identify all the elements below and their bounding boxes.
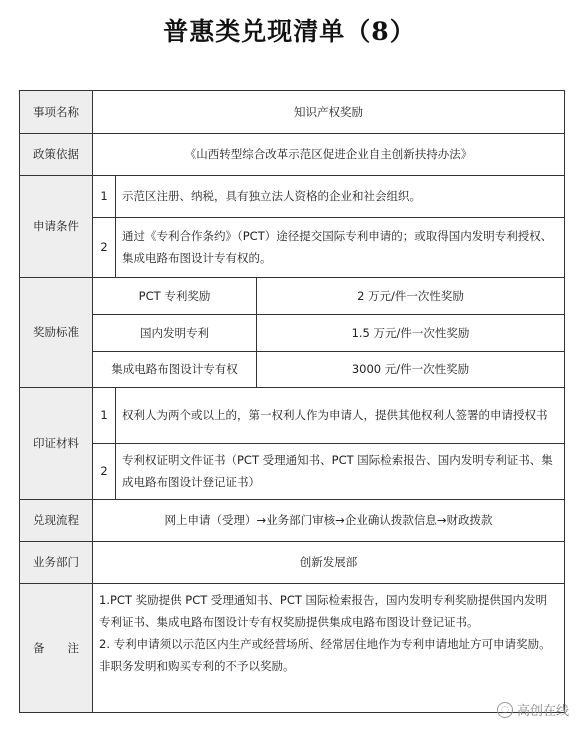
material-2-number: 2 (100, 464, 108, 478)
department-value: 创新发展部 (299, 555, 358, 569)
standard-1-name: PCT 专利奖励 (138, 288, 211, 303)
grid-line (93, 314, 564, 315)
condition-2-number: 2 (100, 240, 108, 254)
remark-line-2: 2. 专利申请须以示范区内生产或经营场所、经常居住地作为专利申请地址方可申请奖励。非职务发明和购买专利的不予以奖励。 (99, 637, 551, 673)
remarks-value (93, 583, 564, 712)
standard-3-name: 集成电路布图设计专有权 (111, 362, 238, 376)
process-value: 网上申请（受理）→业务部门审核→企业确认拨款信息→财政拨款 (164, 513, 493, 527)
grid-line (93, 351, 564, 352)
remarks-label: 备 注 (20, 583, 92, 712)
grid-line (20, 133, 564, 134)
standard-1-value: 2 万元/件一次性奖励 (357, 288, 464, 303)
grid-line (115, 175, 116, 277)
materials-label: 印证材料 (20, 387, 92, 499)
policy-label: 政策依据 (20, 133, 92, 175)
grid-line (20, 541, 564, 542)
policy-table (19, 90, 565, 713)
grid-line (20, 277, 564, 278)
watermark (497, 700, 569, 719)
standard-3-value: 3000 元/件一次性奖励 (351, 362, 470, 376)
department-label: 业务部门 (20, 541, 92, 583)
conditions-label: 申请条件 (20, 175, 92, 277)
condition-1-text: 示范区注册、纳税，具有独立法人资格的企业和社会组织。 (122, 189, 421, 203)
grid-line (93, 217, 564, 218)
item-label: 事项名称 (20, 91, 92, 133)
policy-value: 《山西转型综合改革示范区促进企业自主创新扶持办法》 (184, 147, 473, 161)
grid-line (256, 277, 257, 387)
grid-line (93, 443, 564, 444)
standard-2-name: 国内发明专利 (140, 325, 209, 340)
standard-label: 奖励标准 (20, 277, 92, 387)
grid-line (20, 499, 564, 500)
item-value: 知识产权奖励 (294, 105, 363, 119)
condition-1-number: 1 (100, 189, 108, 203)
material-2-text: 专利权证明文件证书（PCT 受理通知书、PCT 国际检索报告、国内发明专利证书、集成电路布图设计登记证书） (122, 453, 553, 489)
page-title: 普惠类兑现清单（8） (163, 17, 416, 46)
grid-line (20, 175, 564, 176)
grid-line (20, 387, 564, 388)
standard-2-value: 1.5 万元/件一次性奖励 (351, 325, 470, 340)
process-label: 兑现流程 (20, 499, 92, 541)
grid-line (20, 583, 564, 584)
grid-line (92, 91, 93, 712)
material-1-text: 权利人为两个或以上的，第一权利人作为申请人，提供其他权利人签署的申请授权书 (122, 408, 548, 422)
watermark-text: 高创在线 (516, 704, 569, 719)
condition-2-text: 通过《专利合作条约》（PCT）途径提交国际专利申请的；或取得国内发明专利授权、集成电路布图设计专有权的。 (122, 229, 553, 265)
wechat-official-account-icon: ◌ (497, 702, 513, 718)
material-1-number: 1 (100, 408, 108, 422)
remark-line-1: 1.PCT 奖励提供 PCT 受理通知书、PCT 国际检索报告，国内发明专利奖励提供国内发明专利证书、集成电路布图设计专有权奖励提供集成电路布图设计登记证书。 (99, 593, 548, 629)
